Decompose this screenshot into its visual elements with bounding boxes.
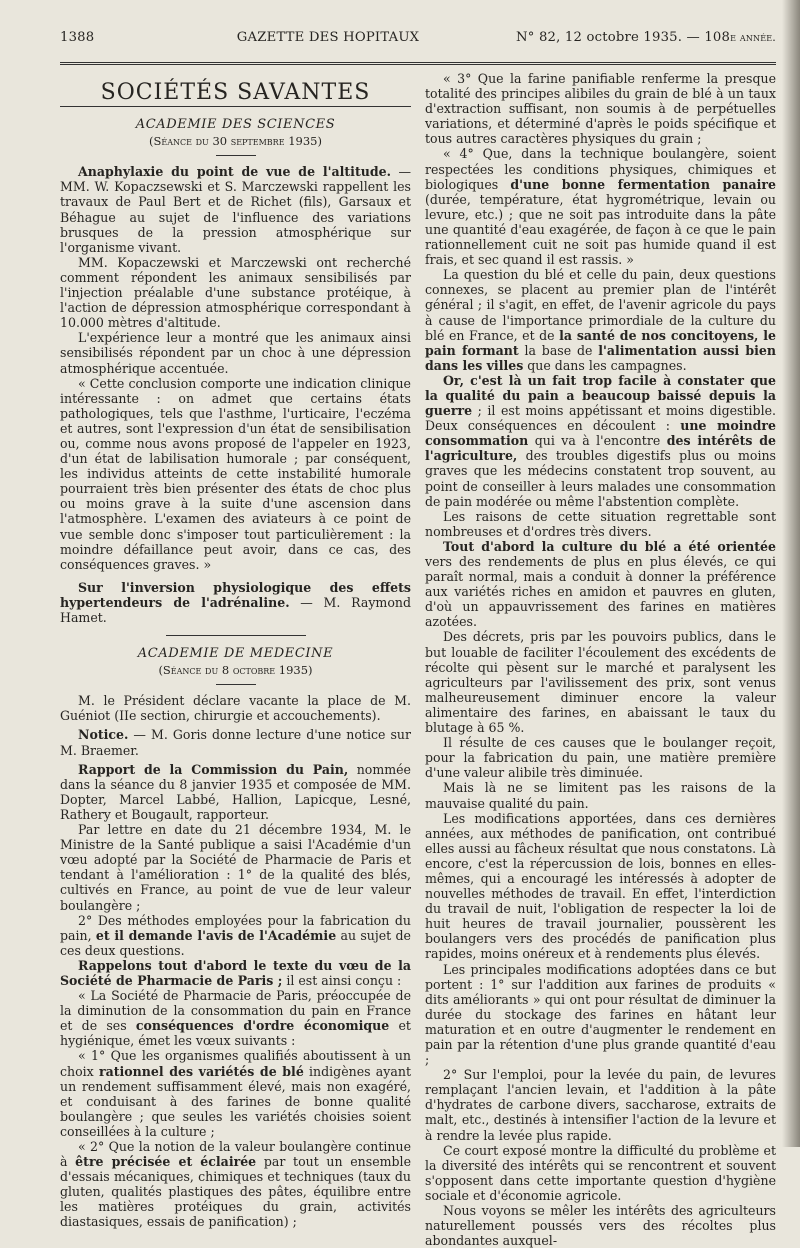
body-text: indigènes ayant un rendement suffisamment élevé, mais non exagéré, et conduisant à des farines de bonne qualité boulangère ; que seules les variétés choisies soient conseillées à la culture ; <box>60 1063 411 1139</box>
paragraph: Les modifications apportées, dans ces dernières années, aux méthodes de panification, ont contribué elles aussi au fâcheux résultat que nous constatons. Là encore, c'est la répercussion de lois, bonnes en elles-mêmes, qui a encouragé les intéressés à adopter de nouvelles méthodes de travail. En effet, l'interdiction du travail de nuit, l'obligation de respecter la loi de huit heures de travail journalier, poussèrent les boulangers vers des procédés de panification plus rapides, moins onéreux et à rendements plus élevés. <box>425 810 776 962</box>
lead-text: Anaphylaxie du point de vue de l'altitude. <box>78 164 391 180</box>
short-rule <box>216 155 256 156</box>
paragraph: « 3° Que la farine panifiable renferme la presque totalité des principes alibiles du grain de blé à un taux d'extraction suffisant, non soumis à de perpétuelles variations, et déterminé d'après le poids spécifique et tous autres caractères physiques du grain ; <box>425 71 776 147</box>
body-text: « 4° Que, dans la technique boulangère, soient respectées les conditions physiques, chimiques et biologiques <box>425 146 776 192</box>
right-column <box>425 71 776 1248</box>
lead-text: Rappelons tout d'abord le texte du vœu de la Société de Pharmacie de Paris ; <box>60 957 411 988</box>
body-text: vers des rendements de plus en plus élevés, ce qui paraît normal, mais a conduit à donner la préférence aux variétés riches en amidon et pauvres en gluten, d'où un appauvrissement des farines en matières azotées. <box>425 554 776 630</box>
paragraph <box>60 958 411 988</box>
lead-text: une moindre consommation <box>425 418 777 449</box>
body-text: « 2° Que la notion de la valeur boulangère continue à <box>60 1139 411 1170</box>
paragraph: 2° Sur l'emploi, pour la levée du pain, de levures remplaçant l'ancien levain, et l'addition à la pâte d'hydrates de carbone divers, saccharose, extraits de malt, etc., destinés à intensifier l'action de la levure et à rendre la levée plus rapide. <box>425 1067 776 1143</box>
body-text: — M. Raymond Hamet. <box>60 594 411 625</box>
academy-medecine-heading: ACADEMIE DE MEDECINE <box>137 646 334 662</box>
paragraph <box>60 1048 411 1139</box>
body-text: La question du blé et celle du pain, deux questions connexes, se placent au premier plan de l'intérêt général ; il s'agit, en effet, de l'avenir agricole du pays à cause de l'importance primordiale de la culture du blé en France, et de <box>425 267 776 343</box>
paragraph: Les raisons de cette situation regrettable sont nombreuses et d'ordres très divers. <box>425 508 776 539</box>
body-text: — MM. W. Kopaczsewski et S. Marczewski rappellent les travaux de Paul Bert et de Richet (fils), Garsaux et Béhague au sujet de l'influence des variations brusques de la pression atmosphérique sur l'organisme vivant. <box>60 164 411 255</box>
paragraph: Par lettre en date du 21 décembre 1934, M. le Ministre de la Santé publique a saisi l'Académie d'un vœu adopté par la Société de Pharmacie de Paris et tendant à l'amélioration : 1° de la qualité des blés, cultivés en France, au point de vue de leur valeur boulangère ; <box>60 822 411 913</box>
body-text: au sujet de ces deux questions. <box>60 927 411 958</box>
journal-title: GAZETTE DES HOPITAUX <box>236 30 420 45</box>
issue-text: N° 82, 12 octobre 1935. — 108 <box>516 30 731 45</box>
lead-text: conséquences d'ordre économique <box>135 1018 390 1034</box>
issue-info <box>516 30 776 45</box>
lead-text: être précisée et éclairée <box>75 1154 257 1170</box>
lead-text: Notice. <box>78 727 129 743</box>
paragraph <box>425 146 776 267</box>
body-text: il est ainsi conçu : <box>282 972 402 988</box>
paragraph: Mais là ne se limitent pas les raisons de la mauvaise qualité du pain. <box>425 780 776 811</box>
section-title: SOCIÉTÉS SAVANTES <box>100 80 371 105</box>
page-header <box>60 30 776 52</box>
paragraph <box>60 988 411 1048</box>
paragraph <box>425 539 776 630</box>
lead-text: des intérêts de l'agriculture, <box>425 433 776 464</box>
body-text: et hygiénique, émet les vœux suivants : <box>60 1018 411 1049</box>
left-column <box>60 71 411 1248</box>
lead-text: d'une bonne fermentation panaire <box>510 176 776 192</box>
header-rule <box>60 62 776 65</box>
seance-medecine: (Séance du 8 octobre 1935) <box>158 663 313 678</box>
paragraph: Les principales modifications adoptées dans ce but portent : 1° sur l'addition aux farines de produits « dits améliorants » qui ont pour résultat de diminuer la durée du stockage des farines en hâtant leur maturation et en outre d'augmenter le rendement en pain par la rétention d'une plus grande quantité d'eau ; <box>425 961 776 1068</box>
lead-text: l'alimentation aussi bien dans les villes <box>425 342 777 373</box>
paragraph: « Cette conclusion comporte une indication clinique intéressante : on admet que certains états pathologiques, tels que l'asthme, l'urticaire, l'eczéma et autres, sont l'expression d'un état de sensibilisation ou, comme nous avons proposé de l'appeler en 1923, d'un état de labilisation humorale ; par conséquent, les individus atteints de cette instabilité humorale pourraient très bien présenter des états de choc plus ou moins grave à la suite d'une ascension dans l'atmosphère. L'examen des aviateurs à ce point de vue semble donc s'imposer tout particulièrement : la moindre défaillance peut avoir, dans ce cas, des conséquences graves. » <box>60 375 411 572</box>
lead-text: Sur l'inversion physiologique des effets hypertendeurs de l'adrénaline. <box>60 579 411 610</box>
body-text: 2° Des méthodes employées pour la fabrication du pain, <box>60 912 411 943</box>
body-text: « 1° Que les organismes qualifiés aboutissent à un choix <box>60 1048 411 1079</box>
paragraph: Des décrets, pris par les pouvoirs publics, dans le but louable de faciliter l'écoulement des excédents de récolte qui pèsent sur le marché et paralysent les agriculteurs par l'avilissement des prix, sont venus malheureusement diminuer encore la valeur alimentaire des farines, en abaissant le taux du blutage à 65 %. <box>425 629 776 736</box>
paragraph <box>60 1139 411 1230</box>
body-text: — M. Goris donne lecture d'une notice sur M. Braemer. <box>60 727 411 758</box>
body-text: la base de <box>518 342 599 358</box>
page-number: 1388 <box>60 30 95 45</box>
paragraph <box>60 762 411 822</box>
article-columns <box>60 71 776 1248</box>
paragraph <box>60 580 411 625</box>
paragraph <box>60 913 411 958</box>
paragraph <box>60 164 411 255</box>
page-edge-shadow <box>782 0 800 1147</box>
lead-text: et il demande l'avis de l'Académie <box>95 927 337 943</box>
academy-sciences-heading: ACADEMIE DES SCIENCES <box>135 117 336 133</box>
paragraph: Nous voyons se mêler les intérêts des agriculteurs naturellement poussés vers des récoltes plus abondantes auxquel- <box>425 1203 776 1248</box>
body-text: (durée, température, état hygrométrique, levain ou levure, etc.) ; que ne soit pas introduite dans la pâte une quantité d'eau exagérée, de façon à ce que le pain rationnellement cuit ne soit pas humide quand il est frais, et sec quand il est rassis. » <box>425 191 776 268</box>
body-text: ; il est moins appétissant et moins digestible. Deux conséquences en découlent : <box>425 403 776 434</box>
short-rule <box>216 684 256 685</box>
paragraph: M. le Président déclare vacante la place de M. Guéniot (IIe section, chirurgie et accouchements). <box>60 693 411 724</box>
section-rule <box>60 106 411 107</box>
lead-text: Rapport de la Commission du Pain, <box>78 761 349 777</box>
lead-text: Tout d'abord la culture du blé a été orientée <box>443 538 776 554</box>
body-text: « La Société de Pharmacie de Paris, préoccupée de la diminution de la consommation du pain en France et de ses <box>60 988 411 1034</box>
paragraph: L'expérience leur a montré que les animaux ainsi sensibilisés répondent par un choc à une dépression atmosphérique accentuée. <box>60 330 411 376</box>
body-text: nommée dans la séance du 8 janvier 1935 et composée de MM. Dopter, Marcel Labbé, Hallion, Lapicque, Lesné, Rathery et Bougault, rapporteur. <box>60 761 411 822</box>
body-text: par tout un ensemble d'essais mécaniques, chimiques et techniques (taux du gluten, qualités plastiques des pâtes, équilibre entre les matières protéiques du grain, activités diastasiques, essais de panification) ; <box>60 1154 411 1230</box>
seance-sciences: (Séance du 30 septembre 1935) <box>149 134 322 149</box>
lead-text: rationnel des variétés de blé <box>98 1063 304 1079</box>
paragraph <box>425 373 776 509</box>
body-text: que dans les campagnes. <box>523 357 687 373</box>
separator-rule <box>166 635 306 636</box>
paragraph <box>60 727 411 757</box>
paragraph: MM. Kopaczewski et Marczewski ont recherché comment répondent les animaux sensibilisés par l'injection préalable d'une substance protéique, à l'action de dépression atmosphérique correspondant à 10.000 mètres d'altitude. <box>60 254 411 331</box>
body-text: des troubles digestifs plus ou moins graves que les médecins constatent trop souvent, au point de conseiller à leurs malades une consommation de pain modérée ou même l'abstention complète. <box>425 448 776 509</box>
paragraph: Il résulte de ces causes que le boulanger reçoit, pour la fabrication du pain, une matière première d'une valeur alibile très diminuée. <box>425 735 776 781</box>
lead-text: la santé de nos concitoyens, le pain formant <box>425 327 776 358</box>
paragraph: Ce court exposé montre la difficulté du problème et la diversité des intérêts qui se rencontrent et souvent s'opposent dans cette importante question d'hygiène sociale et d'économie agricole. <box>425 1142 776 1203</box>
lead-text: Or, c'est là un fait trop facile à constater que la qualité du pain a beaucoup baissé depuis la guerre <box>425 372 776 419</box>
paragraph <box>425 267 776 373</box>
issue-year-suffix: e année. <box>730 31 776 44</box>
body-text: qui va à l'encontre <box>528 433 667 449</box>
